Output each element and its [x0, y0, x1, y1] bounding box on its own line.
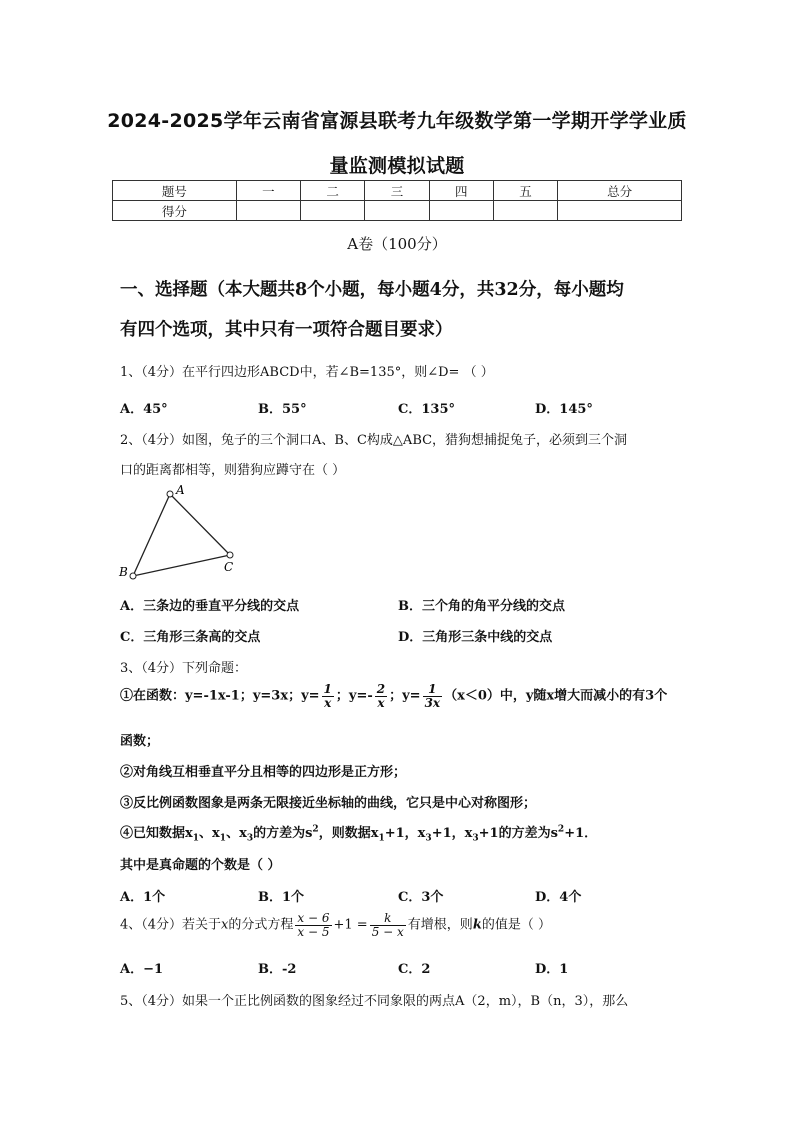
q1-option-c: C．135°	[398, 402, 455, 417]
subscript: 1	[192, 833, 200, 844]
subscript: 3	[472, 833, 479, 844]
q3-s1-pre: ①在函数：y=-1x-1；y=3x；y=	[120, 688, 320, 704]
vertex-label-a: A	[176, 483, 185, 497]
q3-statement-3: ③反比例函数图象是两条无限接近坐标轴的曲线，它只是中心对称图形；	[120, 796, 537, 811]
triangle-abc	[133, 494, 230, 576]
fraction-denominator: 5 − x	[371, 924, 404, 939]
fraction-x-minus-6-over-x-minus-5	[295, 912, 331, 938]
q4-option-a: A．−1	[120, 962, 164, 977]
score-header-row	[113, 181, 682, 201]
q4-variable-k: k	[472, 917, 482, 933]
q2-option-c: C．三角形三条高的交点	[120, 630, 261, 645]
fraction-1-over-x	[322, 683, 334, 709]
fraction-numerator: 2	[376, 682, 386, 696]
q3-s4-part: +1的方差为s	[478, 826, 558, 841]
q3-s4-part: 、x	[199, 826, 220, 841]
q3-s4-part: +1．	[564, 826, 598, 841]
triangle-figure	[110, 478, 250, 588]
exam-title-line2: 量监测模拟试题	[329, 155, 465, 177]
fraction-denominator: x	[377, 695, 385, 710]
q2-text-line2: 口的距离都相等，则猎狗应蹲守在（ ）	[120, 463, 346, 478]
score-header-cell: 二	[301, 181, 365, 201]
score-cell	[429, 201, 493, 221]
q4-part: +1 =	[333, 917, 368, 933]
q1-option-a: A．45°	[120, 402, 168, 417]
fraction-numerator: 1	[423, 683, 443, 697]
q2-text-line1: 2、（4分）如图，兔子的三个洞口A、B、C构成△ABC，猎狗想捕捉兔子，必须到三个洞	[120, 433, 628, 448]
score-cell	[365, 201, 429, 221]
q3-s4-part: +1，x	[431, 826, 473, 841]
q3-s4-part: +1，x	[384, 826, 426, 841]
section1-heading-line2: 有四个选项，其中只有一项符合题目要求）	[120, 320, 453, 340]
q2-option-b: B．三个角的角平分线的交点	[398, 599, 565, 614]
q3-s1-mid2: ；y=	[389, 688, 421, 704]
q2-option-d: D．三角形三条中线的交点	[398, 630, 553, 645]
q4-part: 的值是（ ）	[481, 917, 551, 933]
q3-statement-2: ②对角线互相垂直平分且相等的四边形是正方形；	[120, 765, 407, 780]
superscript: 2	[557, 824, 565, 835]
q3-s4-part: 、x	[226, 826, 247, 841]
score-header-cell: 五	[493, 181, 557, 201]
q3-stem: 3、（4分）下列命题：	[120, 661, 248, 676]
fraction-denominator: x − 5	[297, 924, 330, 939]
score-header-cell: 四	[429, 181, 493, 201]
fraction-2-over-x	[375, 683, 387, 709]
q3-option-a: A．1个	[120, 890, 166, 905]
q3-statement-4	[120, 822, 597, 844]
fraction-denominator: 3x	[424, 695, 441, 710]
fraction-numerator: x − 6	[297, 911, 330, 925]
vertex-a-hole	[167, 491, 173, 497]
q3-option-b: B．1个	[258, 890, 305, 905]
vertex-c-hole	[227, 552, 233, 558]
q3-option-d: D．4个	[535, 890, 582, 905]
q4-option-b: B．-2	[258, 962, 297, 977]
q3-s1-post: （x＜0）中，y随x增大而减小的有3个	[444, 688, 668, 704]
q1-text: 1、（4分）在平行四边形ABCD中，若∠B=135°，则∠D= （ ）	[120, 365, 494, 380]
subscript: 3	[246, 833, 254, 844]
q4-part: 有增根，则	[407, 917, 473, 933]
q1-option-b: B．55°	[258, 402, 307, 417]
subscript: 1	[378, 833, 385, 844]
vertex-b-hole	[130, 573, 136, 579]
q4-variable-x: x	[221, 917, 229, 933]
vertex-label-c: C	[224, 560, 234, 574]
score-cell	[493, 201, 557, 221]
fraction-1-over-3x	[423, 683, 443, 709]
q5-text: 5、（4分）如果一个正比例函数的图象经过不同象限的两点A（2，m），B（n，3），那么	[120, 994, 629, 1009]
subscript: 1	[219, 833, 227, 844]
q4-option-c: C．2	[398, 962, 431, 977]
section1-heading-line1: 一、选择题（本大题共8个小题，每小题4分，共32分，每小题均	[120, 280, 624, 300]
superscript: 2	[312, 824, 319, 835]
score-header-cell: 一	[236, 181, 300, 201]
score-cell	[301, 201, 365, 221]
q4-part: 4、（4分）若关于	[120, 917, 222, 933]
q3-s1-mid1: ；y=-	[335, 688, 373, 704]
score-cell	[558, 201, 682, 221]
q3-s4-part: ，则数据x	[318, 826, 379, 841]
q4-text	[120, 912, 551, 938]
score-row-label: 得分	[113, 201, 237, 221]
q3-option-c: C．3个	[398, 890, 444, 905]
score-header-cell: 三	[365, 181, 429, 201]
score-header-cell: 总分	[558, 181, 682, 201]
fraction-k-over-5-minus-x	[370, 912, 406, 938]
score-value-row	[113, 201, 682, 221]
q3-s4-part: 的方差为s	[253, 826, 313, 841]
q4-part: 的分式方程	[228, 917, 294, 933]
exam-title-line1: 2024-2025学年云南省富源县联考九年级数学第一学期开学学业质	[107, 110, 687, 132]
fraction-numerator: 1	[323, 682, 332, 696]
q3-statement-1	[120, 683, 667, 709]
q2-option-a: A．三条边的垂直平分线的交点	[120, 599, 300, 614]
score-cell	[236, 201, 300, 221]
vertex-label-b: B	[119, 565, 128, 579]
score-header-cell: 题号	[113, 181, 237, 201]
fraction-denominator: x	[324, 695, 332, 710]
q1-option-d: D．145°	[535, 402, 593, 417]
q3-statement-1-cont: 函数；	[120, 734, 160, 749]
q3-s4-part: ④已知数据x	[120, 826, 193, 841]
section-a-heading: A卷（100分）	[347, 235, 447, 253]
fraction-numerator: k	[370, 912, 406, 926]
score-table	[112, 180, 682, 221]
q3-question: 其中是真命题的个数是（ ）	[120, 858, 281, 873]
subscript: 3	[425, 833, 432, 844]
q4-option-d: D．1	[535, 962, 569, 977]
